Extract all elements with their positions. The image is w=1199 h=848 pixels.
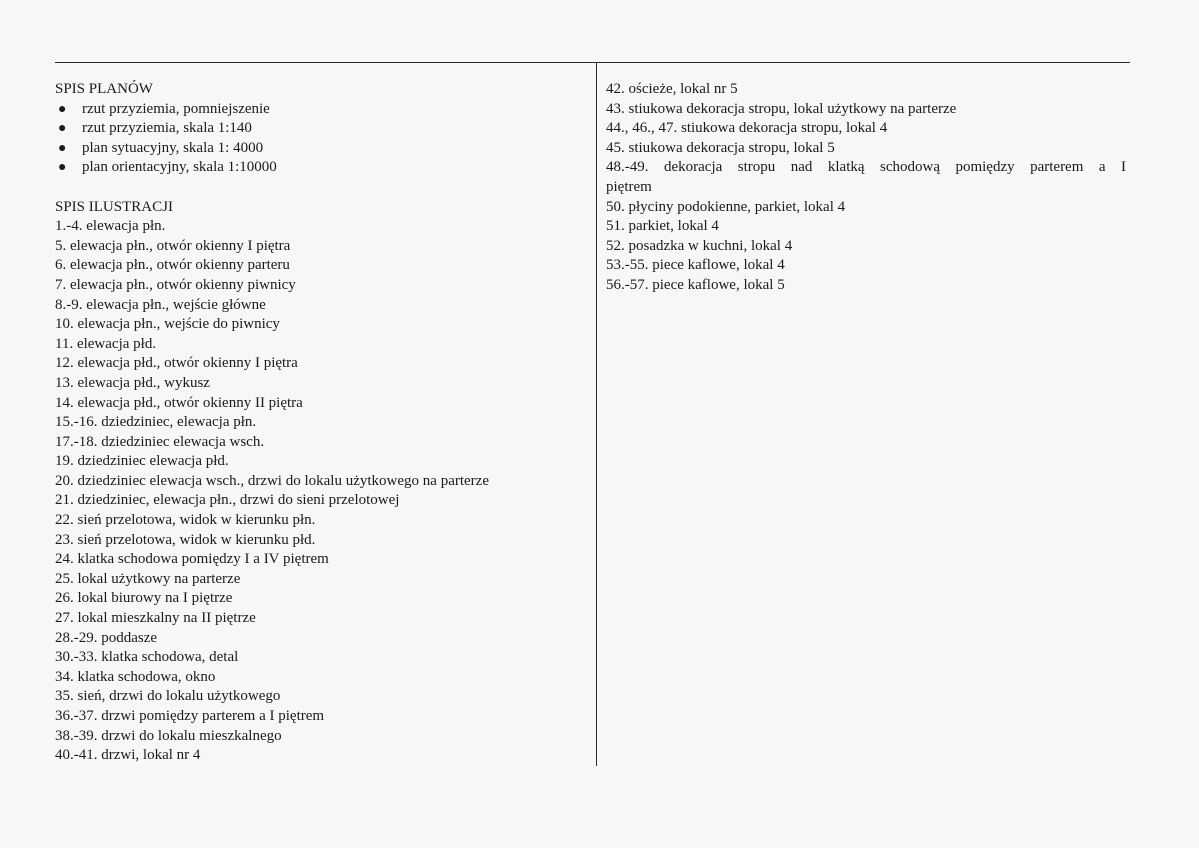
list-item: 7. elewacja płn., otwór okienny piwnicy <box>55 276 296 293</box>
plans-list-item <box>55 100 590 120</box>
list-item: 28.-29. poddasze <box>55 629 158 646</box>
list-item: 1.-4. elewacja płn. <box>55 218 166 235</box>
list-item-48-49-line1: 48.-49. dekoracja stropu nad klatką schodową pomiędzy parterem a I <box>606 159 1126 176</box>
plans-item-text: plan orientacyjny, skala 1:10000 <box>82 159 277 176</box>
list-item: 50. płyciny podokienne, parkiet, lokal 4 <box>606 198 846 215</box>
list-item: 12. elewacja płd., otwór okienny I piętra <box>55 355 298 372</box>
list-item: 51. parkiet, lokal 4 <box>606 218 719 235</box>
plans-item-text: rzut przyziemia, pomniejszenie <box>82 100 270 117</box>
bullet-icon: ● <box>58 140 67 156</box>
bullet-icon: ● <box>58 160 67 176</box>
plans-item-text: plan sytuacyjny, skala 1: 4000 <box>82 139 264 156</box>
illustrations-list-right-a <box>606 80 1126 158</box>
list-item: 43. stiukowa dekoracja stropu, lokal użytkowy na parterze <box>606 100 957 117</box>
plans-heading: SPIS PLANÓW <box>55 81 153 97</box>
list-item: 52. posadzka w kuchni, lokal 4 <box>606 237 793 254</box>
top-rule <box>55 62 1130 63</box>
list-item: 30.-33. klatka schodowa, detal <box>55 649 239 666</box>
left-column <box>55 80 590 766</box>
list-item: 38.-39. drzwi do lokalu mieszkalnego <box>55 727 282 744</box>
list-item: 11. elewacja płd. <box>55 335 157 352</box>
list-item: 45. stiukowa dekoracja stropu, lokal 5 <box>606 139 835 156</box>
list-item: 24. klatka schodowa pomiędzy I a IV piętrem <box>55 551 329 568</box>
illustrations-list-left <box>55 217 590 766</box>
list-item: 42. ościeże, lokal nr 5 <box>606 81 738 97</box>
list-item: 27. lokal mieszkalny na II piętrze <box>55 610 256 627</box>
list-item: 21. dziedziniec, elewacja płn., drzwi do sieni przelotowej <box>55 492 400 509</box>
list-item: 36.-37. drzwi pomiędzy parterem a I piętrem <box>55 708 325 724</box>
illustrations-list-right-b <box>606 198 1126 296</box>
list-item: 10. elewacja płn., wejście do piwnicy <box>55 316 280 333</box>
list-item: 8.-9. elewacja płn., wejście główne <box>55 296 266 313</box>
list-item: 23. sień przelotowa, widok w kierunku płd. <box>55 531 316 548</box>
list-item: 20. dziedziniec elewacja wsch., drzwi do lokalu użytkowego na parterze <box>55 472 489 489</box>
list-item: 22. sień przelotowa, widok w kierunku płn. <box>55 512 316 529</box>
list-item: 40.-41. drzwi, lokal nr 4 <box>55 747 201 764</box>
bullet-icon: ● <box>58 101 67 117</box>
list-item-48-49-line2: piętrem <box>606 178 652 195</box>
column-divider <box>596 62 597 766</box>
list-item: 44., 46., 47. stiukowa dekoracja stropu, lokal 4 <box>606 120 888 137</box>
list-item: 35. sień, drzwi do lokalu użytkowego <box>55 688 281 705</box>
list-item: 5. elewacja płn., otwór okienny I piętra <box>55 237 291 254</box>
list-item: 53.-55. piece kaflowe, lokal 4 <box>606 257 785 274</box>
plans-list-item <box>55 119 590 139</box>
list-item: 6. elewacja płn., otwór okienny parteru <box>55 257 290 274</box>
plans-list-item <box>55 139 590 159</box>
list-item: 13. elewacja płd., wykusz <box>55 374 210 391</box>
plans-list-item <box>55 158 590 178</box>
list-item: 14. elewacja płd., otwór okienny II piętra <box>55 394 303 411</box>
right-column <box>606 80 1126 296</box>
list-item: 19. dziedziniec elewacja płd. <box>55 453 229 470</box>
plans-item-text: rzut przyziemia, skala 1:140 <box>82 120 252 137</box>
list-item: 34. klatka schodowa, okno <box>55 668 216 685</box>
plans-list <box>55 100 590 178</box>
illustrations-heading: SPIS ILUSTRACJI <box>55 198 173 215</box>
list-item: 26. lokal biurowy na I piętrze <box>55 590 233 607</box>
bullet-icon: ● <box>58 121 67 137</box>
list-item: 15.-16. dziedziniec, elewacja płn. <box>55 414 257 431</box>
list-item: 17.-18. dziedziniec elewacja wsch. <box>55 433 265 450</box>
list-item: 56.-57. piece kaflowe, lokal 5 <box>606 276 785 293</box>
section-spacer <box>55 178 590 198</box>
list-item: 25. lokal użytkowy na parterze <box>55 570 241 587</box>
